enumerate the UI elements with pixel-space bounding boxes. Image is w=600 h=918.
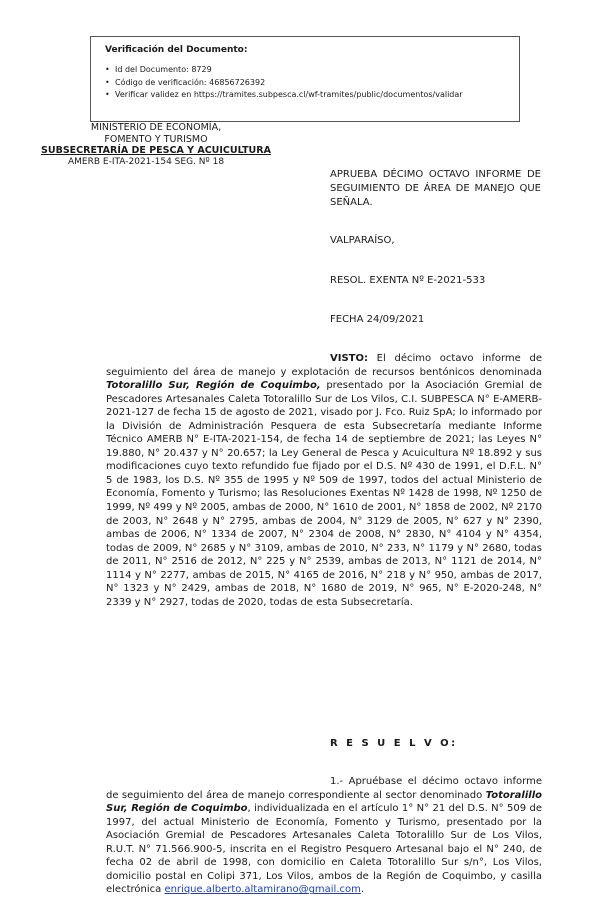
article-1-text: , individualizada en el artículo 1° N° 21 del D.S. N° 509 de 1997, del actual Ministerio de Economía, Fomento y Turismo, presentado por la Asociación Gremial de Pescadores Artesanales Caleta Totoralillo Sur de Los Vilos, R.U.T. N° 71.566.900-5, inscrita en el Registro Pesquero Artesanal bajo el N° 240, de fecha 02 de abril de 1998, con domicilio en Caleta Totoralillo Sur s/n°, Los Vilos, domicilio postal en Colipi 371, Los Vilos, ambos de la Región de Coquimbo, y casilla electrónica: [106, 803, 542, 896]
bullet-icon: •: [105, 77, 110, 87]
resolution-date: FECHA 24/09/2021: [330, 314, 425, 325]
resolution-number: RESOL. EXENTA Nº E-2021-533: [330, 275, 486, 286]
bullet-icon: •: [105, 65, 110, 74]
reference-code: AMERB E-ITA-2021-154 SEG. Nº 18: [68, 157, 225, 167]
resuelvo-heading: R E S U E L V O:: [330, 738, 458, 749]
place: VALPARAÍSO,: [330, 235, 395, 246]
article-1-text: .: [360, 884, 365, 896]
verification-item: [105, 89, 509, 102]
area-name: Totoralillo Sur, Región de Coquimbo,: [106, 380, 321, 392]
verification-title: Verificación del Documento:: [105, 45, 248, 55]
ministry-header: [36, 122, 276, 157]
article-1: [106, 775, 542, 897]
bullet-icon: •: [105, 90, 110, 99]
email-link[interactable]: enrique.alberto.altamirano@gmail.com: [164, 884, 361, 896]
document-id: Id del Documento: 8729: [115, 65, 212, 74]
undersecretariat-name: SUBSECRETARÍA DE PESCA Y ACUICULTURA: [41, 145, 271, 156]
verification-box: [90, 36, 520, 122]
article-1-text: 1.- Apruébase el décimo octavo informe de seguimiento del área de manejo correspondiente al sector denominado: [106, 776, 542, 801]
verification-item: [105, 77, 509, 90]
ministry-line-1: MINISTERIO DE ECONOMÍA,: [90, 122, 222, 133]
subject-heading: APRUEBA DÉCIMO OCTAVO INFORME DE SEGUIMIENTO DE ÁREA DE MANEJO QUE SEÑALA.: [330, 169, 541, 208]
area-name: Totoralillo Sur, Región de Coquimbo: [106, 789, 542, 815]
verification-item: [105, 64, 509, 77]
visto-paragraph: [106, 352, 542, 609]
verification-list: [105, 64, 509, 102]
visto-text: El décimo octavo informe de seguimiento del área de manejo y explotación de recursos bentónicos denominada: [106, 353, 542, 378]
verification-code: Código de verificación: 46856726392: [115, 77, 266, 87]
ministry-line-2: FOMENTO Y TURISMO: [104, 133, 208, 145]
visto-heading: VISTO:: [330, 353, 368, 364]
verification-url: Verificar validez en https://tramites.subpesca.cl/wf-tramites/public/documentos/validar: [115, 90, 463, 99]
visto-text: presentado por la Asociación Gremial de Pescadores Artesanales Caleta Totoralillo Sur de Los Vilos, C.I. SUBPESCA N° E-AMERB-2021-127 de fecha 15 de agosto de 2021, visado por J. Fco. Ruiz SpA; lo informado por la División de Administración Pesquera de esta Subsecretaría mediante Informe Técnico AMERB N° E-ITA-2021-154, de fecha 14 de septiembre de 2021; las Leyes N° 19.880, N° 20.437 y N° 20.657; la Ley General de Pesca y Acuicultura Nº 18.892 y sus modificaciones cuyo texto refundido fue fijado por el D.S. Nº 430 de 1991, el D.F.L. N° 5 de 1983, los D.S. Nº 355 de 1995 y Nº 509 de 1997, todos del actual Ministerio de Economía, Fomento y Turismo; las Resoluciones Exentas Nº 1428 de 1998, Nº 1250 de 1999, Nº 499 y Nº 2005, ambas de 2000, N° 1610 de 2001, N° 1858 de 2002, Nº 2170 de 2003, N° 2648 y N° 2795, ambas de 2004, N° 3129 de 2005, N° 627 y N° 2390, ambas de 2006, N° 1334 de 2007, N° 2304 de 2008, N° 2830, N° 4104 y N° 4354, todas de 2009, N° 2685 y N° 3109, ambas de 2010, N° 233, N° 1179 y N° 2680, todas de 2011, N° 2516 de 2012, N° 225 y N° 2539, ambas de 2013, N° 1121 de 2014, N° 1114 y N° 2277, ambas de 2015, N° 4165 de 2016, N° 218 y N° 950, ambas de 2017, N° 1323 y N° 2429, ambas de 2018, N° 1680 de 2019, N° 965, N° E-2020-248, N° 2339 y N° 2927, todas de 2020, todas de esta Subsecretaría.: [106, 380, 543, 608]
